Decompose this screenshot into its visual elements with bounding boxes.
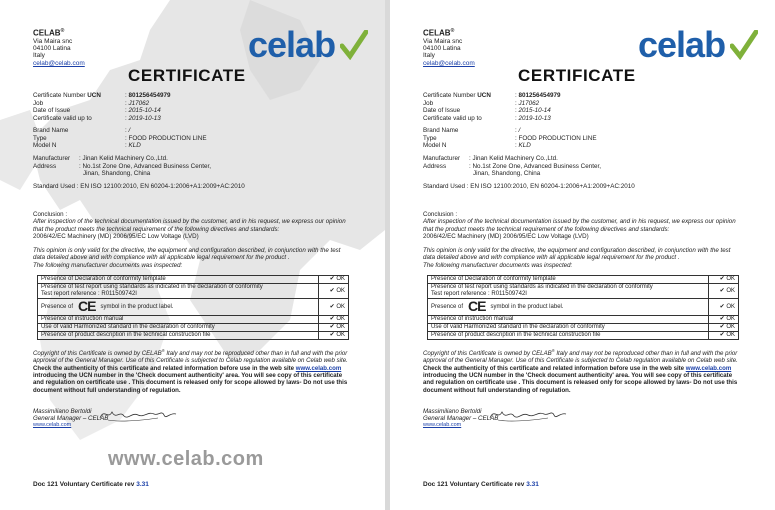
checklist-item: Presence of Declaration of conformity template [38,276,319,284]
checkmark-icon [340,30,368,60]
brand-value: / [128,127,131,134]
address-line: Via Maira snc [423,37,463,45]
conclusion-label: Conclusion : [33,211,68,218]
watermark: www.celab.com [108,448,264,470]
product-meta: Brand Name : / Type : FOOD PRODUCTION LINE Model N : KLD [423,127,597,149]
footer-text: Doc 121 Voluntary Certificate rev [423,481,527,488]
checklist-item: Use of valid Harmonized standard in the declaration of conformity [428,324,709,332]
celab-logo [248,24,335,66]
status-ok: ✔ OK [709,324,739,332]
signer-name: Massimiliano Bertoldi [423,408,482,415]
table-row [38,284,349,299]
inspection-checklist [427,275,739,340]
manufacturer-block: Manufacturer : Jinan Kelid Machinery Co.,Ltd. Address : No.1st Zone One, Advanced Business Center, Jinan, Shandong, China [33,155,211,177]
issuer-name: CELAB [423,28,451,38]
brand-label: Brand Name [423,127,459,134]
address-value-line: Jinan, Shandong, China [83,170,151,177]
table-row [428,284,739,299]
authenticity-text-a: Check the authenticity of this certificate and related information before use in the web site [33,364,296,372]
email-link[interactable]: celab@celab.com [33,59,85,67]
checklist-item [38,284,319,299]
document-footer [423,481,539,488]
table-row [428,299,739,316]
ucn-label: Certificate Number [33,92,88,99]
handwritten-signature [98,406,178,424]
valid-until-value: 2019-10-13 [128,114,161,122]
type-value: FOOD PRODUCTION LINE [518,134,597,142]
manufacturer-block: Manufacturer : Jinan Kelid Machinery Co.,Ltd. Address : No.1st Zone One, Advanced Business Center, Jinan, Shandong, China [423,155,601,177]
celab-logo [638,24,725,66]
model-label: Model N [423,142,447,149]
checklist-item [428,284,709,299]
celab-website-link[interactable]: www.celab.com [295,364,342,372]
table-row [428,316,739,324]
registered-mark: ® [60,28,65,34]
signer-role: General Manager – CELAB [423,415,499,423]
issue-date-label: Date of Issue [423,107,461,114]
checklist-item-text: Presence of test report using standards as indicated in the declaration of conformity [41,284,263,290]
conclusion-paragraph: After inspection of the technical documentation issued by the customer, and in his request, we express our opinion that the product meets the technical requirement of the following directives and standards: [33,218,346,233]
checklist-item-text: Presence of [431,304,464,311]
issue-date-value: 2015-10-14 [518,107,551,114]
standard-value: EN ISO 12100:2010, EN 60204-1:2006+A1:2009+AC:2010 [80,183,245,190]
status-ok: ✔ OK [319,284,349,299]
checklist-item: Use of valid Harmonized standard in the declaration of conformity [38,324,319,332]
conclusion-label: Conclusion : [423,211,458,218]
checklist-item-subtext: symbol in the product label. [100,304,174,311]
ucn-label: Certificate Number [423,92,478,99]
email-link[interactable]: celab@celab.com [423,59,475,67]
inspection-checklist [37,275,349,340]
celab-website-link[interactable]: www.celab.com [685,364,732,372]
copyright-text-a: Copyright of this Certificate is owned by CELAB [33,350,162,358]
conclusion-block [33,211,353,269]
copyright-text-b: Italy and may not be reproduced other than in full and with the prior approval of the General Manager. Use of this Certificate is subjected to Celab regulation available on Celab web site. [423,350,738,365]
address-label: Address [33,162,57,170]
registered-mark: ® [551,348,555,353]
checklist-item-text: Presence of [41,304,74,311]
signer-site-link[interactable]: www.celab.com [33,422,72,429]
ucn-value: 801256454979 [128,92,171,99]
checklist-item-subtext: Test report reference : R011509742I [41,291,137,297]
table-row [428,276,739,284]
certificate-page-left [0,0,385,510]
ucn-label-bold: UCN [477,92,491,99]
checklist-item-text: Presence of test report using standards as indicated in the declaration of conformity [431,284,653,290]
certificate-title: CERTIFICATE [128,66,246,85]
authenticity-text-b: introducing the UCN number in the 'Check document authenticity' area. You will see copy of this certificate and regulation on certificate use . This document is released only for scope allowed by laws- Do not use this document without full understanding of regulation. [33,371,348,394]
footer-text: Doc 121 Voluntary Certificate rev [33,481,137,488]
status-ok: ✔ OK [319,276,349,284]
brand-value: / [518,127,521,134]
valid-until-label: Certificate valid up to [33,114,92,122]
certificate-page-right [390,0,775,510]
checklist-item: Presence of product description in the technical construction file [38,332,319,340]
checklist-item: Presence of Declaration of conformity template [428,276,709,284]
status-ok: ✔ OK [709,284,739,299]
certificate-meta: Certificate Number UCN : 801256454979 Job : J17062 Date of Issue : 2015-10-14 Certificate valid up to : 2019-10-13 [33,92,171,122]
status-ok: ✔ OK [709,316,739,324]
address-line: 04100 Latina [423,45,461,53]
table-row [38,332,349,340]
ce-mark-icon: CE [468,297,486,314]
type-label: Type [33,134,47,142]
registered-mark: ® [450,28,455,34]
copyright-notice [33,347,353,394]
certificate-title: CERTIFICATE [518,66,636,85]
address-label: Address [423,162,447,170]
signer-site-link[interactable]: www.celab.com [423,422,462,429]
checklist-item-subtext: Test report reference : R011509742I [431,291,527,297]
standard-label: Standard Used [423,183,466,190]
model-value: KLD [518,142,531,149]
address-line: Italy [33,52,45,60]
issue-date-value: 2015-10-14 [128,107,161,114]
table-row [428,324,739,332]
conclusion-block [423,211,743,269]
logo-text: celab [248,24,336,65]
standard-value: EN ISO 12100:2010, EN 60204-1:2006+A1:2009+AC:2010 [470,183,635,190]
ucn-value: 801256454979 [518,92,561,99]
job-label: Job [423,99,434,107]
inspected-line: The following manufacturer documents was inspected: [423,261,573,269]
address-line: Via Maira snc [33,37,73,45]
valid-until-value: 2019-10-13 [518,114,551,122]
issuer-name: CELAB [33,28,61,38]
issue-date-label: Date of Issue [33,107,71,114]
address-value-line: : No.1st Zone One, Advanced Business Center, [79,162,211,170]
document-footer [33,481,149,488]
model-label: Model N [33,142,57,149]
copyright-text-a: Copyright of this Certificate is owned by CELAB [423,350,552,358]
ce-mark-icon: CE [78,297,96,314]
job-value: J17062 [128,99,150,107]
table-row [428,332,739,340]
status-ok: ✔ OK [319,299,349,316]
address-value-line: : No.1st Zone One, Advanced Business Center, [469,162,601,170]
logo-text: celab [638,24,726,65]
copyright-notice [423,347,743,394]
type-value: FOOD PRODUCTION LINE [128,134,207,142]
checklist-item [38,299,319,316]
validity-paragraph: This opinion is only valid for the directive, the equipment and configuration described, in conjunction with the test data detailed above and with compliance with all applicable legal requirement for the product . [423,247,731,262]
address-line: 04100 Latina [33,45,71,53]
status-ok: ✔ OK [319,332,349,340]
valid-until-label: Certificate valid up to [423,114,482,122]
standard-used: Standard Used : EN ISO 12100:2010, EN 60204-1:2006+A1:2009+AC:2010 [33,183,245,190]
authenticity-text-a: Check the authenticity of this certificate and related information before use in the web site [423,364,686,372]
manufacturer-label: Manufacturer [33,155,71,162]
checklist-item: Presence of product description in the technical construction file [428,332,709,340]
table-row [38,324,349,332]
manufacturer-label: Manufacturer [423,155,461,162]
standard-used: Standard Used : EN ISO 12100:2010, EN 60204-1:2006+A1:2009+AC:2010 [423,183,635,190]
issuer-header [33,27,85,67]
table-row [38,276,349,284]
address-value-line: Jinan, Shandong, China [473,170,541,177]
validity-paragraph: This opinion is only valid for the directive, the equipment and configuration described, in conjunction with the test data detailed above and with compliance with all applicable legal requirement for the product . [33,247,341,262]
handwritten-signature [488,406,568,424]
model-value: KLD [128,142,141,149]
address-line: Italy [423,52,435,60]
authenticity-text-b: introducing the UCN number in the 'Check document authenticity' area. You will see copy of this certificate and regulation on certificate use . This document is released only for scope allowed by laws- Do not use this document without full understanding of regulation. [423,371,738,394]
table-row [38,316,349,324]
conclusion-paragraph: After inspection of the technical documentation issued by the customer, and in his request, we express our opinion that the product meets the technical requirement of the following directives and standards: [423,218,736,233]
manufacturer-value: Jinan Kelid Machinery Co.,Ltd. [472,155,558,162]
job-value: J17062 [518,99,540,107]
checklist-item: Presence of instruction manual [38,316,319,324]
manufacturer-value: Jinan Kelid Machinery Co.,Ltd. [82,155,168,162]
directives-line: 2006/42/EC Machinery (MD) 2006/95/EC Low Voltage (LVD) [33,232,199,240]
brand-label: Brand Name [33,127,69,134]
standard-label: Standard Used [33,183,76,190]
signer-name: Massimiliano Bertoldi [33,408,92,415]
revision-number: 3.31 [526,481,539,488]
job-label: Job [33,99,44,107]
ucn-label-bold: UCN [87,92,101,99]
status-ok: ✔ OK [319,316,349,324]
certificate-meta: Certificate Number UCN : 801256454979 Job : J17062 Date of Issue : 2015-10-14 Certificate valid up to : 2019-10-13 [423,92,561,122]
issuer-header [423,27,475,67]
checklist-item-subtext: symbol in the product label. [490,304,564,311]
checkmark-icon [730,30,758,60]
type-label: Type [423,134,437,142]
table-row [38,299,349,316]
inspected-line: The following manufacturer documents was inspected: [33,261,183,269]
status-ok: ✔ OK [709,276,739,284]
signer-role: General Manager – CELAB [33,415,109,423]
status-ok: ✔ OK [709,299,739,316]
directives-line: 2006/42/EC Machinery (MD) 2006/95/EC Low Voltage (LVD) [423,232,589,240]
copyright-text-b: Italy and may not be reproduced other than in full and with the prior approval of the General Manager. Use of this Certificate is subjected to Celab regulation available on Celab web site. [33,350,348,365]
status-ok: ✔ OK [319,324,349,332]
checklist-item [428,299,709,316]
registered-mark: ® [161,348,165,353]
revision-number: 3.31 [136,481,149,488]
product-meta: Brand Name : / Type : FOOD PRODUCTION LINE Model N : KLD [33,127,207,149]
status-ok: ✔ OK [709,332,739,340]
checklist-item: Presence of instruction manual [428,316,709,324]
